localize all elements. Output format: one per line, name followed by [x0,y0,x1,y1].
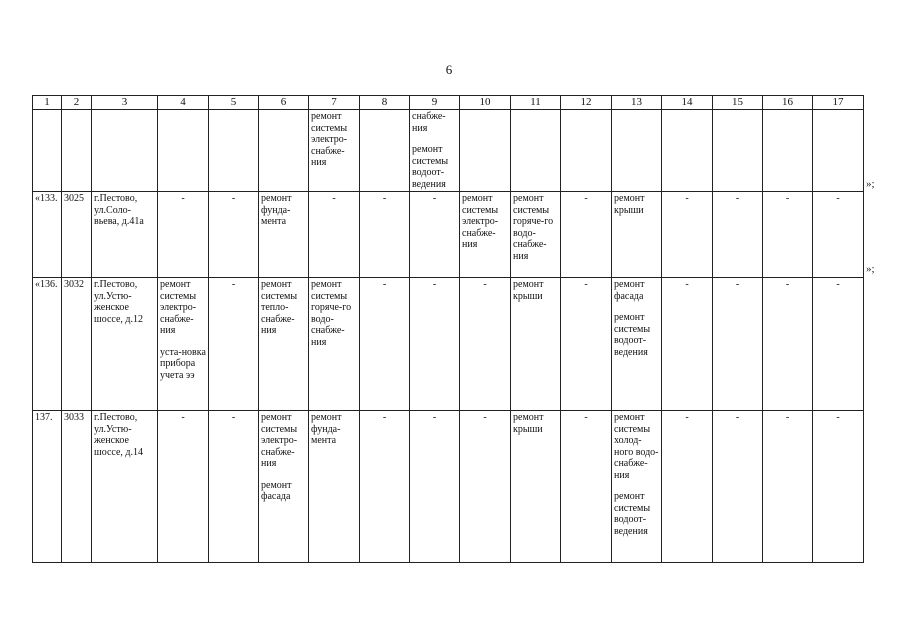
column-header: 2 [62,96,92,110]
cell-text: ремонт фасада [614,279,645,302]
column-header: 9 [410,96,460,110]
cell-text: - [836,412,840,423]
cell-text: - [432,412,437,423]
table-cell [713,110,763,192]
cell-text: - [735,193,740,204]
table-cell [612,192,662,278]
column-header: 10 [460,96,511,110]
column-header: 11 [511,96,561,110]
table-cell [259,192,309,278]
table-cell [763,110,813,192]
table-cell [612,110,662,192]
cell-text: ремонт системы водоот-ведения [614,491,651,537]
table-row [33,278,864,411]
row-end-mark: »; [866,178,875,190]
table-cell [410,411,460,563]
table-cell [158,110,209,192]
table-cell: г.Пестово, ул.Устю-женское шоссе, д.14 [92,411,158,563]
table-cell [62,110,92,192]
table-cell [662,110,713,192]
cell-text: - [735,412,740,423]
table-cell [460,192,511,278]
table-cell [309,411,360,563]
table-row [33,192,864,278]
cell-text: - [382,412,387,423]
column-header: 4 [158,96,209,110]
table-cell [410,110,460,192]
table-cell [713,411,763,563]
cell-text: - [836,279,840,290]
column-header: 1 [33,96,62,110]
cell-text: - [432,279,437,290]
table-cell [662,278,713,411]
table-cell [662,411,713,563]
cell-text: ремонт крыши [513,279,544,302]
table-cell [662,192,713,278]
cell-text: ремонт системы холод-ного водо-снабже-ния [614,412,659,481]
header-row [33,96,864,110]
table-cell: «136. [33,278,62,411]
table-cell [209,192,259,278]
cell-text: - [483,279,487,290]
table-cell [360,192,410,278]
table-cell: г.Пестово, ул.Соло-вьева, д.41а [92,192,158,278]
cell-text: снабже-ния [412,111,446,134]
cell-text: - [584,193,588,204]
table-cell [612,411,662,563]
table-cell: «133. [33,192,62,278]
column-header: 15 [713,96,763,110]
column-header: 16 [763,96,813,110]
cell-text: - [836,193,840,204]
cell-text: ремонт системы водоот-ведения [412,144,449,190]
table-cell [763,411,813,563]
cell-text: - [181,193,185,204]
table-cell [511,192,561,278]
cell-text: ремонт крыши [513,412,544,435]
table-cell [309,110,360,192]
table-cell [763,192,813,278]
cell-text: - [685,412,689,423]
cell-text: - [685,193,689,204]
table-cell: г.Пестово, ул.Устю-женское шоссе, д.12 [92,278,158,411]
cell-text: ремонт системы электро-снабже-ния [462,193,499,250]
table-cell: 3032 [62,278,92,411]
row-end-mark: »; [866,263,875,275]
table-cell [460,411,511,563]
cell-text: - [735,279,740,290]
column-header: 8 [360,96,410,110]
cell-text: - [231,279,236,290]
cell-text: ремонт системы тепло-снабже-ния [261,279,298,336]
table-cell [158,278,209,411]
table-cell [813,411,864,563]
table-cell [209,110,259,192]
page-number: 6 [445,62,453,77]
cell-text: - [785,279,790,290]
table-row [33,411,864,563]
cell-text: - [432,193,437,204]
table-cell [561,411,612,563]
table-cell [813,110,864,192]
table-cell [813,278,864,411]
cell-text: ремонт системы горяче-го водо-снабже-ния [311,279,352,348]
cell-text: ремонт фунда-мента [311,412,342,446]
cell-text: ремонт системы электро-снабже-ния [261,412,298,469]
table-cell: 3025 [62,192,92,278]
table-cell [309,192,360,278]
cell-text: ремонт системы горяче-го водо-снабже-ния [513,193,554,262]
column-header: 3 [92,96,158,110]
table-row [33,110,864,192]
table-cell [259,110,309,192]
table-cell [713,192,763,278]
cell-text: уста-новка прибора учета ээ [160,346,206,381]
cell-text: - [382,193,387,204]
column-header: 5 [209,96,259,110]
table-cell [460,278,511,411]
table-cell [259,278,309,411]
table-cell [309,278,360,411]
table-cell [259,411,309,563]
table-cell [158,411,209,563]
column-header: 13 [612,96,662,110]
cell-text: ремонт фунда-мента [261,193,292,227]
table-cell [561,278,612,411]
column-header: 17 [813,96,864,110]
column-header: 12 [561,96,612,110]
column-header: 7 [309,96,360,110]
table-cell [410,192,460,278]
cell-text: - [785,193,790,204]
table-cell [360,278,410,411]
cell-text: - [382,279,387,290]
table-cell [763,278,813,411]
table-cell [561,110,612,192]
table-cell [360,110,410,192]
cell-text: - [785,412,790,423]
cell-text: - [483,412,487,423]
table-cell [158,192,209,278]
column-header: 14 [662,96,713,110]
table-cell [410,278,460,411]
cell-text: - [181,412,185,423]
table-cell [561,192,612,278]
cell-text: ремонт системы водоот-ведения [614,312,651,358]
table-cell [511,110,561,192]
repair-schedule-table [32,95,864,563]
cell-text: ремонт крыши [614,193,645,216]
cell-text: ремонт системы электро-снабже-ния [160,279,197,336]
table-cell [612,278,662,411]
table-cell [460,110,511,192]
table-cell: 3033 [62,411,92,563]
cell-text: - [584,412,588,423]
column-header: 6 [259,96,309,110]
table-cell [209,278,259,411]
table-cell [511,411,561,563]
cell-text: - [231,193,236,204]
table-cell [511,278,561,411]
cell-text: - [584,279,588,290]
cell-text: ремонт системы электро-снабже-ния [311,111,348,168]
table-cell [92,110,158,192]
table-cell [813,192,864,278]
cell-text: - [332,193,336,204]
table-cell [33,110,62,192]
cell-text: - [231,412,236,423]
table-cell: 137. [33,411,62,563]
table-cell [360,411,410,563]
cell-text: ремонт фасада [261,479,292,502]
table-cell [713,278,763,411]
cell-text: - [685,279,689,290]
table-cell [209,411,259,563]
